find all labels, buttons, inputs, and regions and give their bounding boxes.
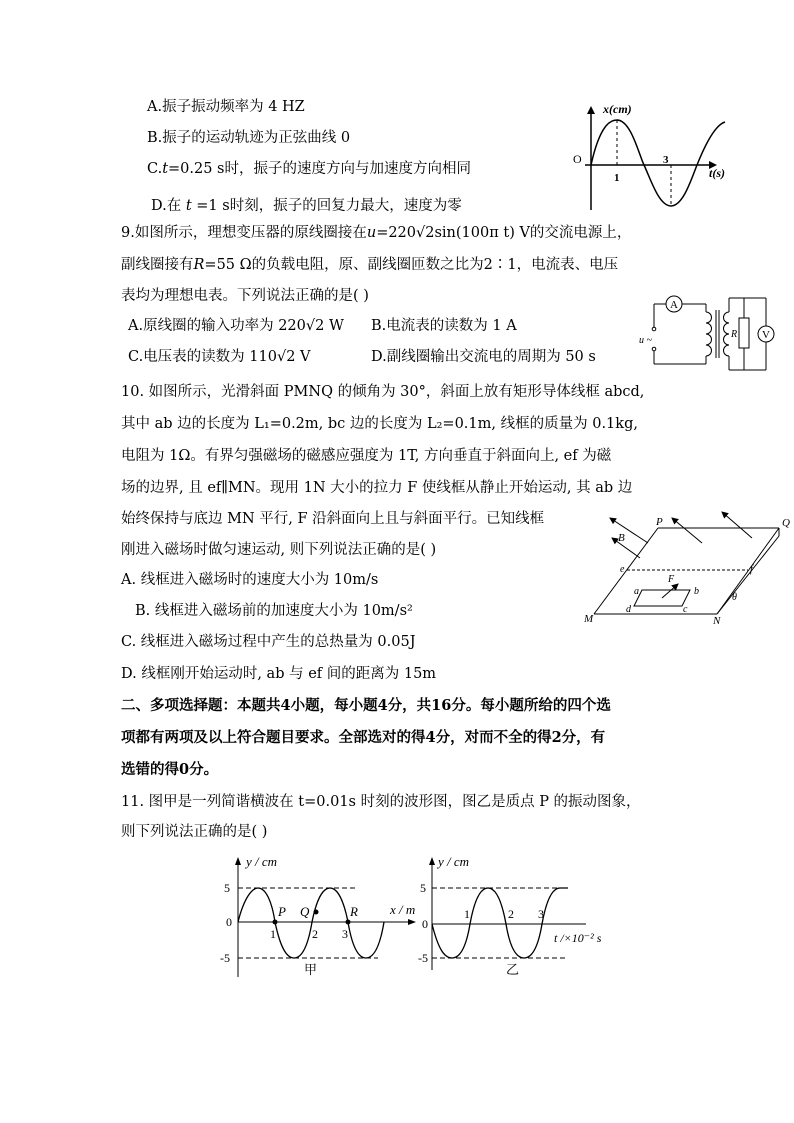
- svg-text:f: f: [750, 564, 753, 575]
- secondary-coil: [724, 312, 730, 356]
- section2-heading-line3: 选错的得0分。: [121, 761, 219, 778]
- svg-text:M: M: [584, 613, 594, 625]
- svg-text:甲: 甲: [304, 962, 318, 977]
- svg-text:5: 5: [420, 881, 426, 895]
- edge-MP: [594, 528, 658, 614]
- svg-text:-5: -5: [220, 951, 230, 965]
- q10-option-b: B. 线框进入磁场前的加速度大小为 10m/s²: [135, 603, 413, 619]
- q10-incline-figure: [582, 508, 794, 626]
- q11-stem-line2: 则下列说法正确的是( ): [121, 824, 268, 840]
- q8-option-b: B.振子的运动轨迹为正弦曲线 0: [147, 130, 351, 146]
- q9-option-a: A.原线圈的输入功率为 220√2 W: [128, 318, 344, 334]
- svg-text:P: P: [656, 516, 663, 528]
- svg-text:x / m: x / m: [390, 902, 416, 917]
- q11-wave-graph-jia: [218, 852, 423, 984]
- field-arrow-4: [612, 538, 640, 558]
- svg-text:1: 1: [464, 907, 470, 921]
- point-R: [346, 920, 351, 925]
- q11-stem-line1: 11. 图甲是一列简谐横波在 t=0.01s 时刻的波形图，图乙是质点 P 的振动图象，: [121, 794, 641, 810]
- q8-oscillation-graph: [565, 100, 735, 215]
- svg-text:P: P: [278, 904, 286, 919]
- q8-sine-curve: [591, 120, 725, 206]
- section2-heading-line2: 项都有两项及以上符合题目要求。全部选对的得4分，对而不全的得2分，有: [121, 729, 606, 746]
- svg-text:F: F: [668, 574, 675, 585]
- svg-text:-5: -5: [418, 951, 428, 965]
- force-arrow: [662, 584, 678, 598]
- q9-stem-line2: 副线圈接有R=55 Ω的负载电阻，原、副线圈匝数之比为2∶1，电流表、电压: [121, 257, 619, 273]
- svg-text:0: 0: [422, 917, 428, 931]
- svg-text:B: B: [618, 532, 625, 544]
- q9-stem-line1: 9.如图所示，理想变压器的原线圈接在u=220√2sin(100π t) V的交流电源上，: [121, 225, 632, 241]
- q10-option-c: C. 线框进入磁场过程中产生的总热量为 0.05J: [121, 634, 416, 650]
- q9-stem-line3: 表均为理想电表。下列说法正确的是( ): [121, 288, 369, 304]
- svg-text:y / cm: y / cm: [438, 854, 470, 869]
- q9-option-c: C.电压表的读数为 110√2 V: [128, 349, 311, 365]
- vibration-curve-yi: [432, 888, 568, 958]
- voltmeter-label: V: [762, 329, 770, 341]
- resistor-label: R: [731, 329, 738, 340]
- svg-text:R: R: [350, 904, 358, 919]
- svg-text:d: d: [626, 604, 631, 615]
- q10-stem-line5: 始终保持与底边 MN 平行, F 沿斜面向上且与斜面平行。已知线框: [121, 511, 545, 527]
- q10-stem-line3: 电阻为 1Ω。有界匀强磁场的磁感应强度为 1T, 方向垂直于斜面向上, ef 为磁: [121, 448, 612, 464]
- q8-option-d: D.在 t =1 s时刻，振子的回复力最大，速度为零: [151, 198, 462, 214]
- q10-stem-line2: 其中 ab 边的长度为 L₁=0.2m, bc 边的长度为 L₂=0.1m, 线框的质量为 0.1kg,: [121, 416, 638, 432]
- svg-text:0: 0: [226, 915, 232, 929]
- section2-heading-line1: 二、多项选择题：本题共4小题，每小题4分，共16分。每小题所给的四个选: [121, 697, 611, 714]
- q11-vibration-graph-yi: [418, 852, 623, 984]
- q8-option-c: C.t=0.25 s时，振子的速度方向与加速度方向相同: [147, 161, 471, 177]
- wave-curve-jia: [238, 888, 384, 958]
- q8-tick-1: 1: [614, 172, 620, 184]
- svg-text:Q: Q: [782, 517, 790, 529]
- q10-stem-line6: 刚进入磁场时做匀速运动, 则下列说法正确的是( ): [121, 542, 437, 558]
- edge-QN: [717, 528, 779, 614]
- svg-text:t /×10⁻² s: t /×10⁻² s: [554, 931, 602, 945]
- svg-text:y / cm: y / cm: [246, 854, 278, 869]
- primary-coil: [706, 312, 712, 356]
- svg-text:3: 3: [538, 907, 544, 921]
- q9-option-b: B.电流表的读数为 1 A: [371, 318, 517, 334]
- svg-text:e: e: [620, 564, 625, 575]
- q8-ylabel: x(cm): [603, 102, 632, 116]
- q10-stem-line1: 10. 如图所示，光滑斜面 PMNQ 的倾角为 30°，斜面上放有矩形导体线框 abcd,: [121, 384, 645, 400]
- svg-text:2: 2: [312, 927, 318, 941]
- source-label: u ~: [639, 335, 652, 346]
- svg-text:乙: 乙: [506, 962, 520, 977]
- svg-text:N: N: [713, 615, 721, 626]
- q10-stem-line4: 场的边界, 且 ef∥MN。现用 1N 大小的拉力 F 使线框从静止开始运动, 其 ab 边: [121, 480, 633, 496]
- q8-y-arrow: [587, 106, 595, 114]
- svg-text:3: 3: [342, 927, 348, 941]
- svg-text:1: 1: [270, 927, 276, 941]
- svg-text:5: 5: [224, 881, 230, 895]
- q8-option-a: A.振子振动频率为 4 HZ: [147, 99, 305, 115]
- field-arrow-3: [722, 512, 752, 538]
- field-arrow-1: [610, 518, 648, 543]
- point-Q: [314, 910, 319, 915]
- svg-text:Q: Q: [300, 904, 310, 919]
- field-arrow-2: [672, 518, 702, 543]
- svg-text:2: 2: [508, 907, 514, 921]
- q9-option-d: D.副线圈输出交流电的周期为 50 s: [371, 349, 596, 365]
- q10-option-d: D. 线框刚开始运动时, ab 与 ef 间的距离为 15m: [121, 666, 437, 682]
- svg-text:c: c: [683, 604, 688, 615]
- q10-option-a: A. 线框进入磁场时的速度大小为 10m/s: [121, 572, 379, 588]
- q9-transformer-circuit: [638, 292, 783, 374]
- svg-text:a: a: [634, 586, 639, 597]
- q8-xlabel: t(s): [709, 166, 725, 180]
- svg-text:θ: θ: [732, 592, 737, 603]
- ammeter-label: A: [670, 299, 678, 311]
- q8-origin: O: [573, 152, 582, 166]
- svg-text:b: b: [694, 586, 699, 597]
- point-P: [273, 920, 278, 925]
- resistor: [739, 318, 749, 348]
- q8-tick-3: 3: [663, 154, 669, 166]
